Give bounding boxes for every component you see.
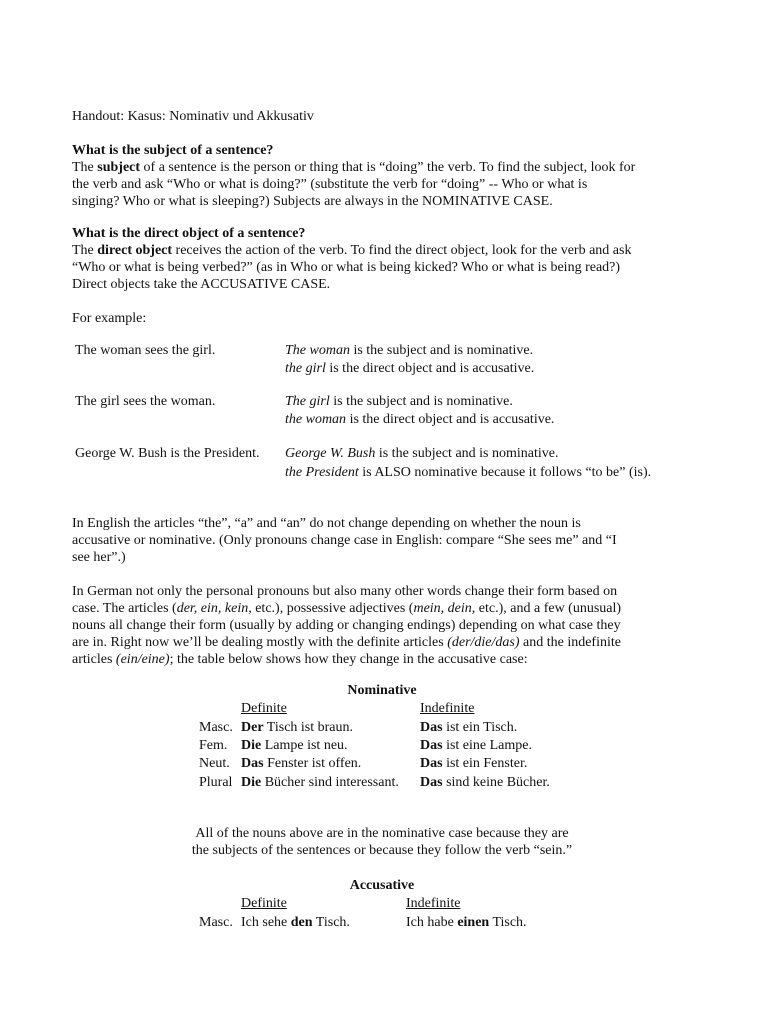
accusative-gender-masc: Masc. (199, 915, 233, 930)
subject-term: subject (97, 160, 141, 175)
subject-line-2: the verb and ask “Who or what is doing?” (substitute the verb for “doing” -- Who or what is (72, 177, 588, 192)
accusative-definite-header: Definite (241, 896, 287, 911)
accusative-definite-masc: Ich sehe den Tisch. (241, 915, 350, 930)
example-sentence-1: The woman sees the girl. (75, 343, 216, 358)
direct-object-line-1: The direct object receives the action of the verb. To find the direct object, look for the verb and ask (72, 243, 632, 258)
nominative-definite-neut: Das Fenster ist offen. (241, 756, 362, 771)
nominative-indefinite-header: Indefinite (420, 701, 475, 716)
nominative-table-title: Nominative (347, 683, 417, 698)
nominative-gender-fem: Fem. (199, 738, 228, 753)
subject-heading: What is the subject of a sentence? (72, 143, 274, 158)
nominative-indefinite-fem: Das ist eine Lampe. (420, 738, 532, 753)
direct-object-line-3: Direct objects take the ACCUSATIVE CASE. (72, 277, 331, 292)
accusative-table-title: Accusative (349, 878, 415, 893)
subject-line-1: The subject of a sentence is the person or thing that is “doing” the verb. To find the subject, look for (72, 160, 636, 175)
nominative-definite-plural: Die Bücher sind interessant. (241, 775, 399, 790)
accusative-indefinite-masc: Ich habe einen Tisch. (406, 915, 527, 930)
example-sentence-3: George W. Bush is the President. (75, 446, 260, 461)
subject-line-3: singing? Who or what is sleeping?) Subjects are always in the NOMINATIVE CASE. (72, 194, 553, 209)
example-explanation-1a: The woman is the subject and is nominative. (285, 343, 534, 358)
example-sentence-2: The girl sees the woman. (75, 394, 216, 409)
german-articles-paragraph: In German not only the personal pronouns but also many other words change their form based on case. The articles (der, ein, kein, etc.), possessive adjectives (mein, dein, etc.), and a few (unusual) nouns all change their form (usually by adding or changing endings) depending on what case they are in. Right now we’ll be dealing mostly with the definite articles (der/die/das) and the indefinite articles (ein/eine); the table below shows how they change in the accusative case: (72, 584, 622, 667)
subject-paragraph (72, 159, 700, 210)
direct-object-heading: What is the direct object of a sentence? (72, 226, 306, 241)
accusative-indefinite-header: Indefinite (406, 896, 461, 911)
nominative-definite-fem: Die Lampe ist neu. (241, 738, 348, 753)
direct-object-line-2: “Who or what is being verbed?” (as in Who or what is being kicked? Who or what is being read?) (72, 260, 621, 275)
nominative-gender-neut: Neut. (199, 756, 230, 771)
nominative-gender-plural: Plural (199, 775, 233, 790)
example-explanation-1b: the girl is the direct object and is accusative. (285, 361, 535, 376)
direct-object-paragraph (72, 242, 700, 293)
nominative-indefinite-neut: Das ist ein Fenster. (420, 756, 528, 771)
for-example-label: For example: (72, 311, 147, 326)
english-articles-paragraph: In English the articles “the”, “a” and “an” do not change depending on whether the noun is accusative or nominative. (Only pronouns change case in English: compare “She sees me” and “I see her”.) (72, 516, 617, 565)
nominative-indefinite-masc: Das ist ein Tisch. (420, 720, 518, 735)
nominative-note: All of the nouns above are in the nominative case because they are the subjects of the sentences or because they follow the verb “sein.” (191, 826, 573, 858)
example-explanation-2b: the woman is the direct object and is accusative. (285, 412, 555, 427)
nominative-indefinite-plural: Das sind keine Bücher. (420, 775, 550, 790)
nominative-gender-masc: Masc. (199, 720, 233, 735)
example-explanation-2a: The girl is the subject and is nominative. (285, 394, 513, 409)
example-explanation-3a: George W. Bush is the subject and is nominative. (285, 446, 559, 461)
example-explanation-3b: the President is ALSO nominative because it follows “to be” (is). (285, 465, 652, 480)
handout-title: Handout: Kasus: Nominativ und Akkusativ (72, 109, 314, 124)
direct-object-term: direct object (97, 243, 173, 258)
nominative-definite-header: Definite (241, 701, 287, 716)
nominative-definite-masc: Der Tisch ist braun. (241, 720, 354, 735)
